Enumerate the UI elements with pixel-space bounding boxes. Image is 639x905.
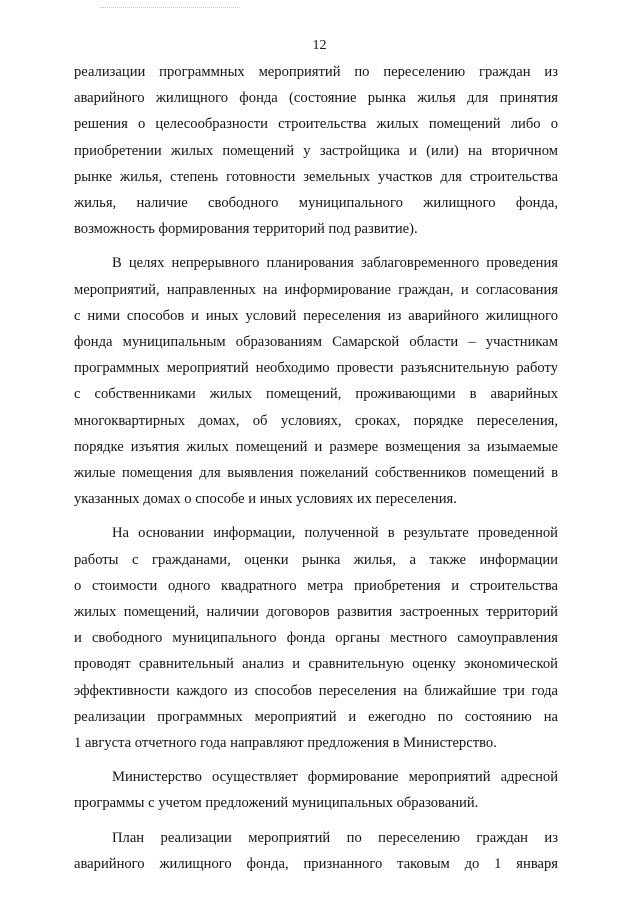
text-line: рынке жилья, степень готовности земельных участков для строительства: [74, 168, 558, 185]
text-line: указанных домах о способе и иных условиях их переселения.: [74, 491, 457, 508]
text-line: работы с гражданами, оценки рынка жилья, а также информации: [74, 551, 558, 568]
text-line: решения о целесообразности строительства жилых помещений либо о: [74, 116, 558, 133]
paragraph: [74, 250, 558, 512]
text-line: о стоимости одного квадратного метра приобретения и строительства: [74, 577, 558, 594]
text-line: возможность формирования территорий под развитие).: [74, 221, 418, 238]
paragraph: [74, 825, 558, 877]
scan-edge-mark: [100, 7, 240, 8]
text-line: порядке изъятия жилых помещений и размере возмещения за изымаемые: [74, 438, 558, 455]
text-line: аварийного жилищного фонда, признанного таковым до 1 января: [74, 855, 558, 872]
text-line: эффективности каждого из способов переселения на ближайшие три года: [74, 682, 558, 699]
text-line: реализации программных мероприятий и ежегодно по состоянию на: [74, 708, 558, 725]
text-line: мероприятий, направленных на информирование граждан, и согласования: [74, 281, 558, 298]
text-line: многоквартирных домах, об условиях, сроках, порядке переселения,: [74, 412, 558, 429]
document-body: [74, 59, 558, 877]
text-line: проводят сравнительный анализ и сравнительную оценку экономической: [74, 656, 558, 673]
text-line: программных мероприятий необходимо провести разъяснительную работу: [74, 360, 558, 377]
text-line: В целях непрерывного планирования заблаговременного проведения: [112, 255, 558, 272]
paragraph: [74, 59, 558, 242]
text-line: 1 августа отчетного года направляют предложения в Министерство.: [74, 735, 497, 752]
paragraph: [74, 764, 558, 816]
text-line: На основании информации, полученной в результате проведенной: [112, 525, 558, 542]
text-line: План реализации мероприятий по переселению граждан из: [112, 829, 558, 846]
text-line: жилья, наличие свободного муниципального жилищного фонда,: [74, 195, 558, 212]
text-line: жилых помещений, наличии договоров развития застроенных территорий: [74, 604, 558, 621]
paragraph: [74, 520, 558, 756]
text-line: реализации программных мероприятий по переселению граждан из: [74, 64, 558, 80]
text-line: аварийного жилищного фонда (состояние рынка жилья для принятия: [74, 90, 558, 107]
text-line: с ними способов и иных условий переселения из аварийного жилищного: [74, 307, 558, 324]
page-number: 12: [312, 38, 327, 53]
text-line: Министерство осуществляет формирование мероприятий адресной: [112, 769, 558, 786]
text-line: программы с учетом предложений муниципальных образований.: [74, 795, 479, 812]
text-line: с собственниками жилых помещений, проживающими в аварийных: [74, 386, 558, 403]
text-line: фонда муниципальным образованиям Самарской области – участникам: [74, 334, 558, 351]
text-line: приобретении жилых помещений у застройщика и (или) на вторичном: [74, 142, 558, 159]
text-line: жилые помещения для выявления пожеланий собственников помещений в: [74, 465, 558, 482]
text-line: и свободного муниципального фонда органы местного самоуправления: [74, 630, 558, 647]
